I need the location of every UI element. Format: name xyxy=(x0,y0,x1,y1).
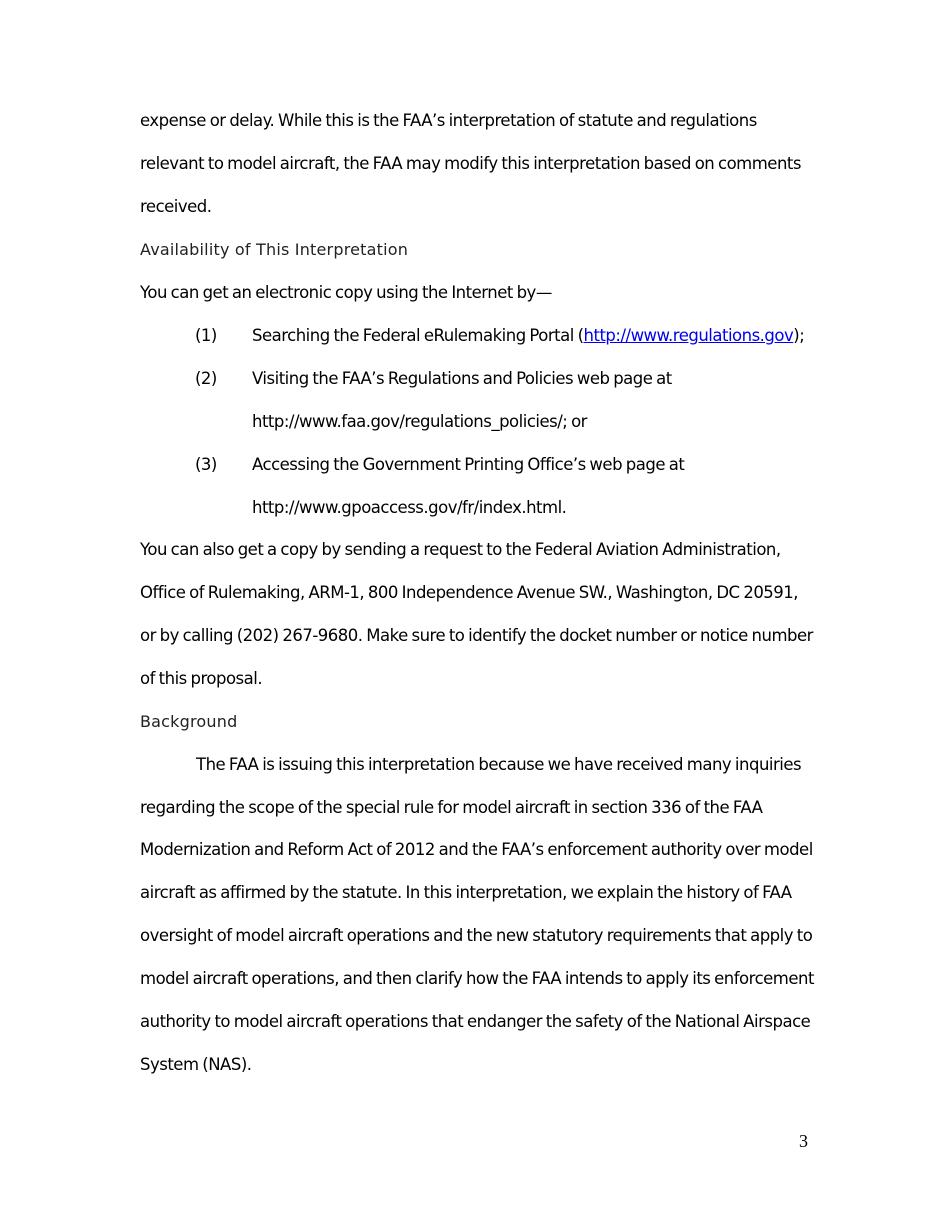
body-text-line: You can get an electronic copy using the Internet by— xyxy=(140,283,552,302)
list-item-number: (3) xyxy=(195,455,217,474)
body-text-line: Modernization and Reform Act of 2012 and the FAA’s enforcement authority over model xyxy=(140,840,813,859)
body-text-line: regarding the scope of the special rule for model aircraft in section 336 of the FAA xyxy=(140,798,763,817)
body-text-line: expense or delay. While this is the FAA’s interpretation of statute and regulations xyxy=(140,111,757,130)
body-text-line: relevant to model aircraft, the FAA may modify this interpretation based on comments xyxy=(140,154,801,173)
body-text-line: aircraft as affirmed by the statute. In this interpretation, we explain the history of FAA xyxy=(140,883,792,902)
body-text-line: The FAA is issuing this interpretation because we have received many inquiries xyxy=(196,755,802,774)
body-text-line: of this proposal. xyxy=(140,669,263,688)
body-text-line: authority to model aircraft operations that endanger the safety of the National Airspace xyxy=(140,1012,811,1031)
list-item-text: http://www.faa.gov/regulations_policies/; or xyxy=(252,412,587,431)
body-text-line: received. xyxy=(140,197,212,216)
body-text-line: System (NAS). xyxy=(140,1055,252,1074)
list-item-text-before: Searching the Federal eRulemaking Portal ( xyxy=(252,326,584,345)
list-item-text: Visiting the FAA’s Regulations and Policies web page at xyxy=(252,369,672,388)
body-text-line: Office of Rulemaking, ARM-1, 800 Independence Avenue SW., Washington, DC 20591, xyxy=(140,583,799,602)
list-item-text-after: ); xyxy=(793,326,805,345)
list-item-number: (1) xyxy=(195,326,217,345)
list-item-text: Accessing the Government Printing Office’s web page at xyxy=(252,455,685,474)
body-text-line: oversight of model aircraft operations and the new statutory requirements that apply to xyxy=(140,926,813,945)
page-number: 3 xyxy=(799,1131,808,1151)
list-item-text xyxy=(252,326,804,346)
regulations-gov-link[interactable]: http://www.regulations.gov xyxy=(583,326,794,345)
section-heading-availability: Availability of This Interpretation xyxy=(140,240,409,259)
body-text-line: model aircraft operations, and then clarify how the FAA intends to apply its enforcement xyxy=(140,969,814,988)
list-item-number: (2) xyxy=(195,369,217,388)
body-text-line: or by calling (202) 267-9680. Make sure to identify the docket number or notice number xyxy=(140,626,813,645)
body-text-line: You can also get a copy by sending a request to the Federal Aviation Administration, xyxy=(140,540,781,559)
list-item-text: http://www.gpoaccess.gov/fr/index.html. xyxy=(252,498,567,517)
section-heading-background: Background xyxy=(140,712,238,731)
